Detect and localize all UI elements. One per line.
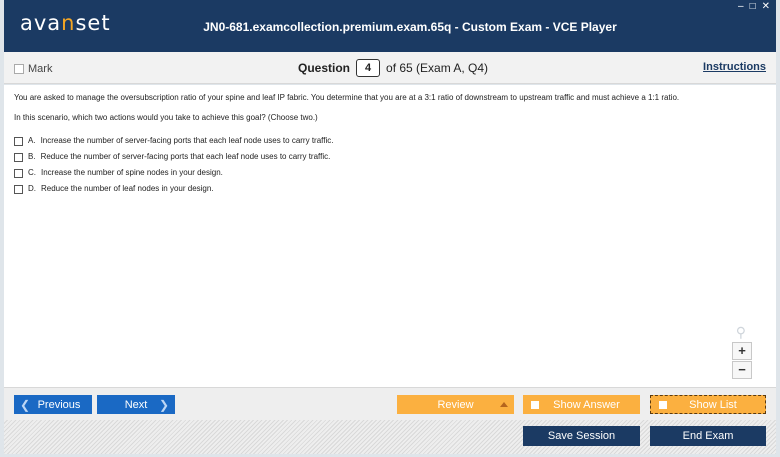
checkbox-icon — [659, 401, 667, 409]
answer-option-b[interactable] — [14, 149, 766, 165]
maximize-icon[interactable]: □ — [749, 1, 756, 12]
close-icon[interactable]: ✕ — [761, 1, 770, 12]
review-button[interactable] — [397, 395, 514, 414]
option-letter: C. — [28, 168, 36, 177]
option-letter: A. — [28, 136, 36, 145]
checkbox-icon[interactable] — [14, 137, 23, 146]
zoom-search-icon: ⚲ — [735, 324, 746, 340]
question-text: You are asked to manage the oversubscription ratio of your spine and leaf IP fabric. You determine that you are at a 3:1 ratio of downstream to upstream traffic and must achieve a 1:1 ratio. — [14, 93, 680, 102]
mark-checkbox[interactable] — [14, 63, 52, 75]
option-text: Reduce the number of leaf nodes in your design. — [41, 184, 214, 193]
next-label: Next — [124, 398, 148, 411]
answer-option-c[interactable] — [14, 165, 766, 181]
mark-label: Mark — [28, 63, 53, 75]
question-number-input[interactable]: 4 — [356, 59, 380, 77]
chevron-right-icon: ❯ — [158, 397, 169, 412]
save-session-button[interactable]: Save Session — [523, 426, 640, 446]
show-answer-button[interactable] — [523, 395, 640, 414]
question-label: Question — [298, 61, 351, 75]
previous-label: Previous — [37, 398, 81, 411]
question-counter — [298, 59, 488, 77]
checkbox-icon — [531, 401, 539, 409]
navigation-bar — [4, 387, 776, 420]
zoom-in-button[interactable]: + — [732, 342, 752, 360]
checkbox-icon[interactable] — [14, 185, 23, 194]
review-label: Review — [437, 398, 474, 411]
bottom-bar — [4, 420, 776, 454]
minimize-icon[interactable]: – — [738, 1, 744, 12]
instructions-link[interactable]: Instructions — [703, 61, 766, 73]
window-title: JN0-681.examcollection.premium.exam.65q - Custom Exam - VCE Player — [203, 20, 617, 34]
question-of-label: of 65 (Exam A, Q4) — [386, 61, 489, 75]
answer-option-d[interactable] — [14, 181, 766, 197]
brand-logo: avanset — [20, 11, 111, 35]
title-bar — [4, 0, 776, 52]
caret-up-icon — [500, 402, 508, 407]
option-letter: D. — [28, 184, 36, 193]
end-exam-button[interactable]: End Exam — [650, 426, 766, 446]
zoom-out-button[interactable]: − — [732, 361, 752, 379]
chevron-left-icon: ❮ — [20, 397, 31, 412]
show-answer-label: Show Answer — [553, 398, 620, 411]
checkbox-icon[interactable] — [14, 153, 23, 162]
show-list-label: Show List — [689, 398, 737, 411]
next-button[interactable] — [97, 395, 175, 414]
window-controls — [738, 2, 770, 12]
option-text: Increase the number of server-facing ports that each leaf node uses to carry traffic. — [40, 136, 334, 145]
option-text: Reduce the number of server-facing ports that each leaf node uses to carry traffic. — [40, 152, 331, 161]
question-prompt: In this scenario, which two actions would you take to achieve this goal? (Choose two.) — [14, 113, 318, 122]
option-letter: B. — [28, 152, 36, 161]
previous-button[interactable] — [14, 395, 92, 414]
show-list-button[interactable] — [650, 395, 766, 414]
question-header — [4, 52, 776, 84]
answer-option-a[interactable] — [14, 133, 766, 149]
option-text: Increase the number of spine nodes in your design. — [41, 168, 223, 177]
checkbox-icon — [14, 64, 24, 74]
checkbox-icon[interactable] — [14, 169, 23, 178]
question-content — [4, 85, 776, 387]
